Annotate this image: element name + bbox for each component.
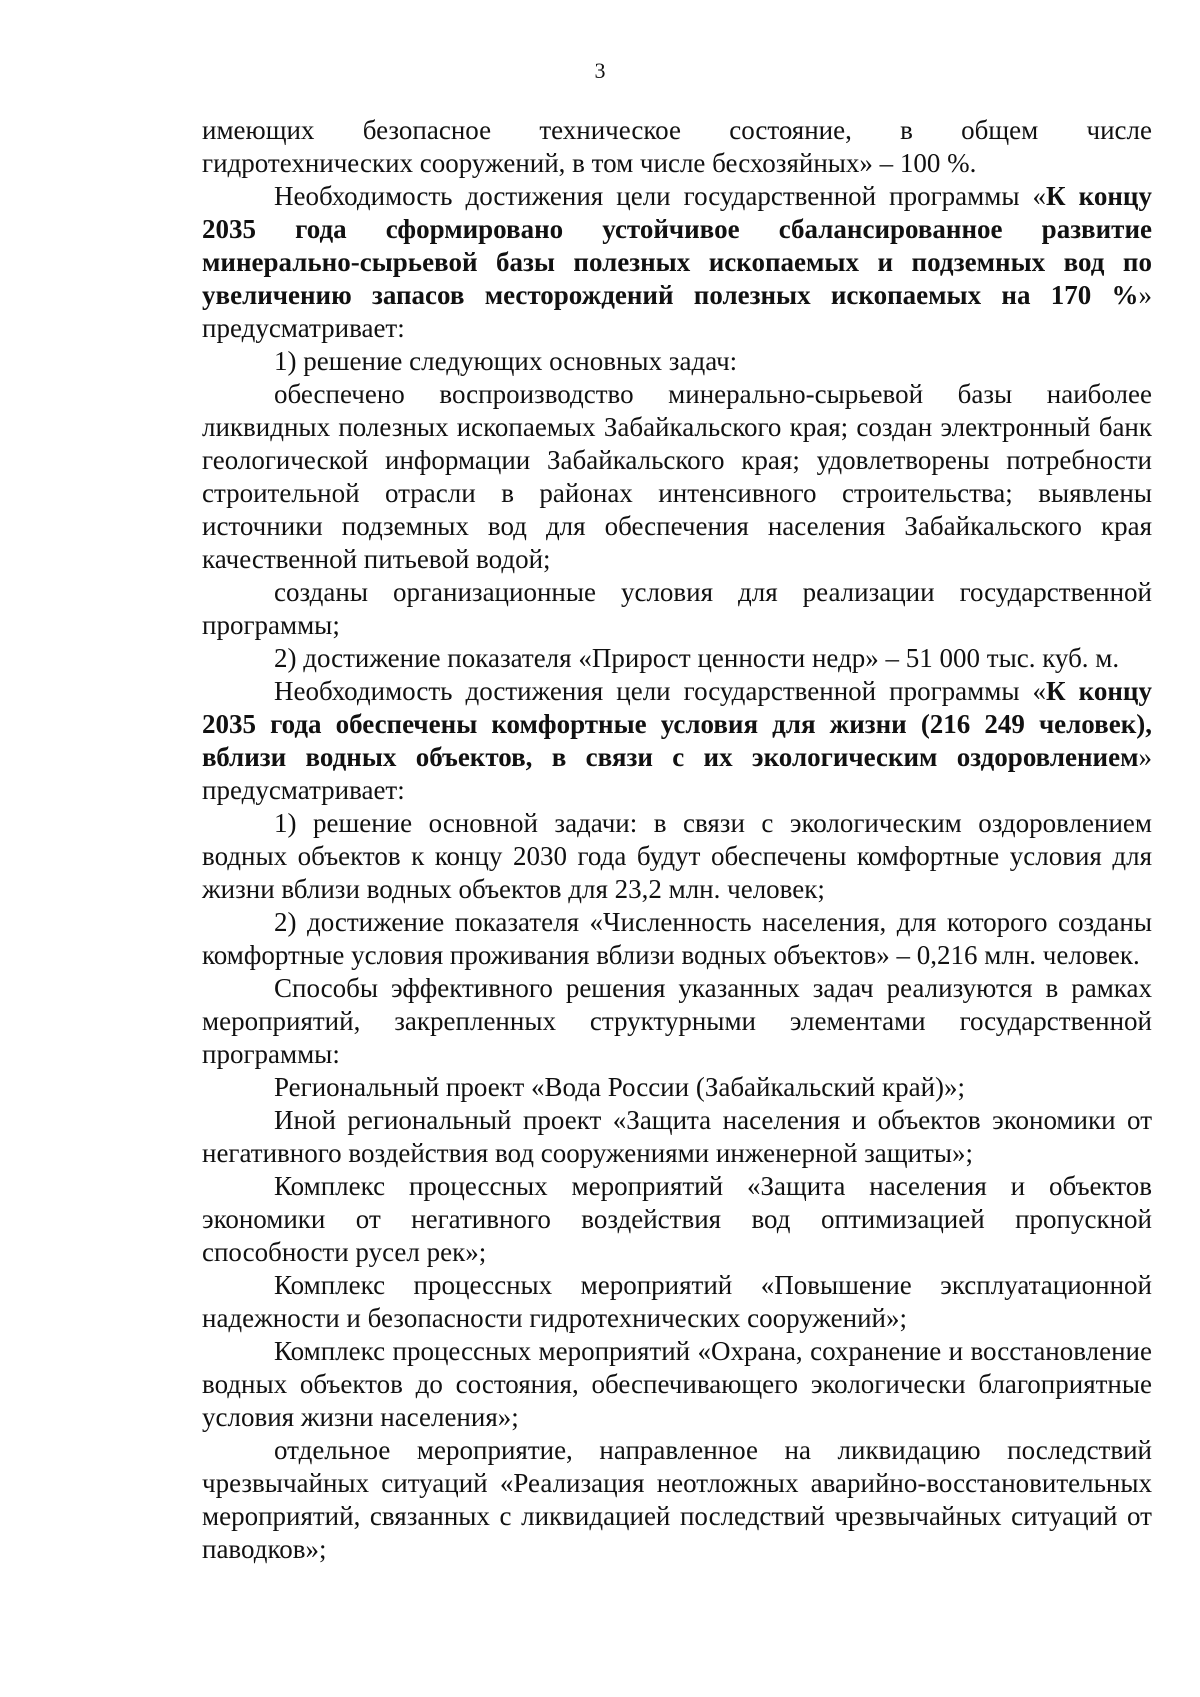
paragraph	[202, 576, 1152, 642]
text-segment: » предусматривает:	[202, 742, 1152, 805]
paragraph	[202, 1071, 1152, 1104]
text-segment: Комплекс процессных мероприятий «Повышение эксплуатационной надежности и безопасности гидротехнических сооружений»;	[202, 1270, 1152, 1333]
paragraph	[202, 345, 1152, 378]
text-segment: отдельное мероприятие, направленное на ликвидацию последствий чрезвычайных ситуаций «Реализация неотложных аварийно-восстановительных мероприятий, связанных с ликвидацией последствий чрезвычайных ситуаций от паводков»;	[202, 1435, 1152, 1564]
paragraph	[202, 1104, 1152, 1170]
paragraph	[202, 1170, 1152, 1269]
paragraph	[202, 906, 1152, 972]
page-number: 3	[594, 58, 606, 83]
paragraph	[202, 1434, 1152, 1566]
paragraph	[202, 1269, 1152, 1335]
paragraph	[202, 147, 1152, 180]
text-segment: 2) достижение показателя «Численность населения, для которого созданы комфортные условия проживания вблизи водных объектов» – 0,216 млн. человек.	[202, 907, 1152, 970]
document-body	[202, 114, 1152, 1566]
text-segment: Необходимость достижения цели государственной программы «	[274, 181, 1047, 211]
paragraph	[202, 114, 1152, 147]
text-segment: Способы эффективного решения указанных задач реализуются в рамках мероприятий, закрепленных структурными элементами государственной программы:	[202, 973, 1152, 1069]
text-segment: 1) решение основной задачи: в связи с экологическим оздоровлением водных объектов к концу 2030 года будут обеспечены комфортные условия для жизни вблизи водных объектов для 23,2 млн. человек;	[202, 808, 1152, 904]
text-segment: Комплекс процессных мероприятий «Охрана, сохранение и восстановление водных объектов до состояния, обеспечивающего экологически благоприятные условия жизни населения»;	[202, 1336, 1152, 1432]
text-segment: Комплекс процессных мероприятий «Защита населения и объектов экономики от негативного воздействия вод оптимизацией пропускной способности русел рек»;	[202, 1171, 1152, 1267]
paragraph	[202, 642, 1152, 675]
paragraph	[202, 378, 1152, 576]
text-segment: Необходимость достижения цели государственной программы «	[274, 676, 1047, 706]
paragraph	[202, 807, 1152, 906]
bold-text: К концу 2035 года обеспечены комфортные условия для жизни (216 249 человек), вблизи водных объектов, в связи с их экологическим оздоровлением	[202, 676, 1152, 772]
paragraph	[202, 675, 1152, 807]
paragraph	[202, 972, 1152, 1071]
text-segment: » предусматривает:	[202, 280, 1152, 343]
text-segment: Региональный проект «Вода России (Забайкальский край)»;	[274, 1072, 966, 1102]
text-segment: гидротехнических сооружений, в том числе бесхозяйных» – 100 %.	[202, 148, 977, 178]
paragraph	[202, 1335, 1152, 1434]
text-segment: обеспечено воспроизводство минерально-сырьевой базы наиболее ликвидных полезных ископаемых Забайкальского края; создан электронный банк геологической информации Забайкальского края; удовлетворены потребности строительной отрасли в районах интенсивного строительства; выявлены источники подземных вод для обеспечения населения Забайкальского края качественной питьевой водой;	[202, 379, 1152, 574]
text-segment: имеющих безопасное техническое состояние, в общем числе	[202, 115, 1152, 145]
paragraph	[202, 180, 1152, 345]
text-segment: 1) решение следующих основных задач:	[274, 346, 738, 376]
text-segment: созданы организационные условия для реализации государственной программы;	[202, 577, 1152, 640]
text-segment: 2) достижение показателя «Прирост ценности недр» – 51 000 тыс. куб. м.	[274, 643, 1120, 673]
bold-text: К концу 2035 года сформировано устойчивое сбалансированное развитие минерально-сырьевой базы полезных ископаемых и подземных вод по увеличению запасов месторождений полезных ископаемых на 170 %	[202, 181, 1152, 310]
text-segment: Иной региональный проект «Защита населения и объектов экономики от негативного воздействия вод сооружениями инженерной защиты»;	[202, 1105, 1152, 1168]
